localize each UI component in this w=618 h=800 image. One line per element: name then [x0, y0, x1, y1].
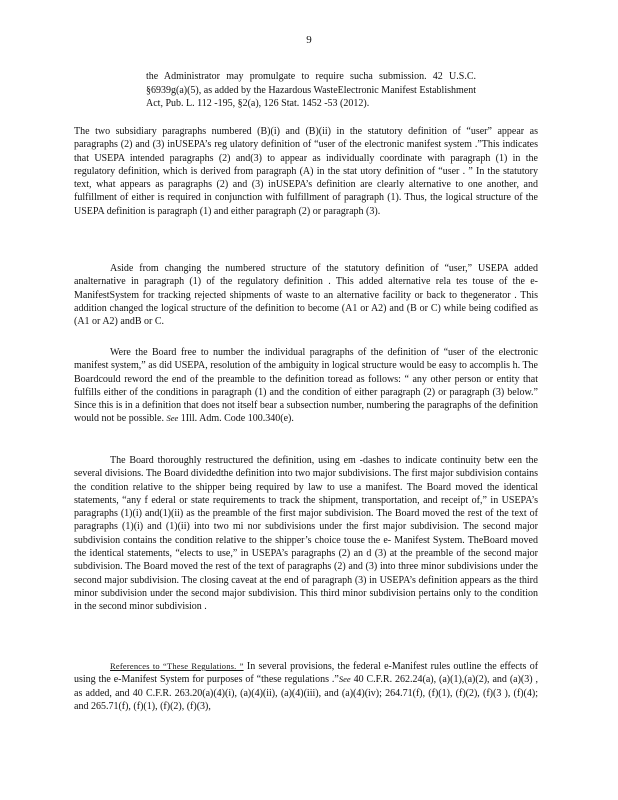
paragraph-text: Were the Board free to number the individual paragraphs of the definition of “user of the electronic manifest system,” as did USEPA, resolution of the ambiguity in logical structure would be easy to accomplis h. The Boardcould reword the end of the preamble to the definition toread as follows: “ any other person or entity that fulfills either of the conditions in paragraph (1) and the condition of either paragraph (2) or paragraph (3) below.” Since this is in a definition that does not itself bear a subsection number, numbering the paragraphs of the definition would not be possible. — [74, 347, 538, 425]
citation-signal: See — [338, 674, 351, 685]
paragraph-text: In several provisions, the federal e-Manifest rules outline the effects of using the e-Manifest System for purposes of “these regulations .” — [74, 661, 539, 686]
section-heading: References to “These Regulations. ” — [110, 661, 244, 671]
block-quote: the Administrator may promulgate to require sucha submission. 42 U.S.C. §6939g(a)(5), as added by the Hazardous WasteElectronic Manifest Establishment Act, Pub. L. 112 -195, §2(a), 126 Stat. 1452 -53 (2012). — [146, 71, 476, 109]
paragraph-board-restructured: The Board thoroughly restructured the definition, using em -dashes to indicate continuity betw een the several divisions. The Board dividedthe definition into two major subdivisions. The first major subdivision contains the condition relative to the shipper being required by law to use a manifest. The Board moved the identical statements, “any f ederal or state requirements to track the shipment, transportation, and receipt of,” in USEPA’s paragraphs (1)(i) and(1)(ii) as the preamble of the first major subdivision. The Board moved the rest of the text of paragraphs (1)(i) and (1)(ii) into two mi nor subdivisions under the first major subdivision. The second major subdivision contains the condition relative to the shipper’s choice touse the e- Manifest System. TheBoard moved the identical statements, “elects to use,” in USEPA’s paragraphs (2) an d (3) at the preamble of the second major subdivision. The Board moved the rest of the text of paragraphs (2) and (3) into three minor subdivisions under the second major subdivision. The closing caveat at the end of paragraph (3) in USEPA’s definition appears as the third minor subdivision under the second major subdivision. This third minor subdivision pertains only to the condition in the second minor subdivision . — [74, 455, 538, 613]
paragraph-aside-from-changing: Aside from changing the numbered structure of the statutory definition of “user,” USEPA added analternative in paragraph (1) of the regulatory definition . This added alternative rela tes touse of the e- ManifestSystem for tracking rejected shipments of waste to an alternative facility or back to thegenerator . This addition changed the logical structure of the definition to become (A1 or A2) and (B or C) while being codified as (A1 or A2) andB or C. — [74, 263, 538, 328]
citation-text: 40 C.F.R. 262.24(a), (a)(1),(a)(2), and (a)(3) , as added, and 40 C.F.R. 263.20(a)(4)(i), (a)(4)(ii), (a)(4)(iii), and (a)(4)(iv); 264.71(f), (f)(1), (f)(2), (f)(3 ), (f)(4); and 265.71(f), (f)(1), (f)(2), (f)(3), — [74, 674, 538, 712]
paragraph-subsidiary-paragraphs: The two subsidiary paragraphs numbered (B)(i) and (B)(ii) in the statutory definition of “user” appear as paragraphs (2) and (3) inUSEPA’s reg ulatory definition of “user of the electronic manifest system .”This indicates that USEPA intended paragraphs (2) and(3) to appear as individually coordinate with paragraph (1) in the regulatory definition, which is derived from paragraph (A) in the stat utory definition of “user . ” In the statutory text, what appears as paragraphs (2) and (3) inUSEPA’s definition are clearly alternative to one another, and fulfillment of either is required in conjunction with fulfillment of paragraph (1). Thus, the logical structure of the USEPA definition is paragraph (1) and either paragraph (2) or paragraph (3). — [74, 126, 538, 217]
paragraph-references-these-regulations — [74, 660, 538, 713]
paragraph-were-the-board-free — [74, 346, 538, 426]
citation-signal: See — [166, 413, 179, 424]
citation-text: 1Ill. Adm. Code 100.340(e). — [180, 413, 294, 425]
page-number: 9 — [306, 34, 312, 46]
